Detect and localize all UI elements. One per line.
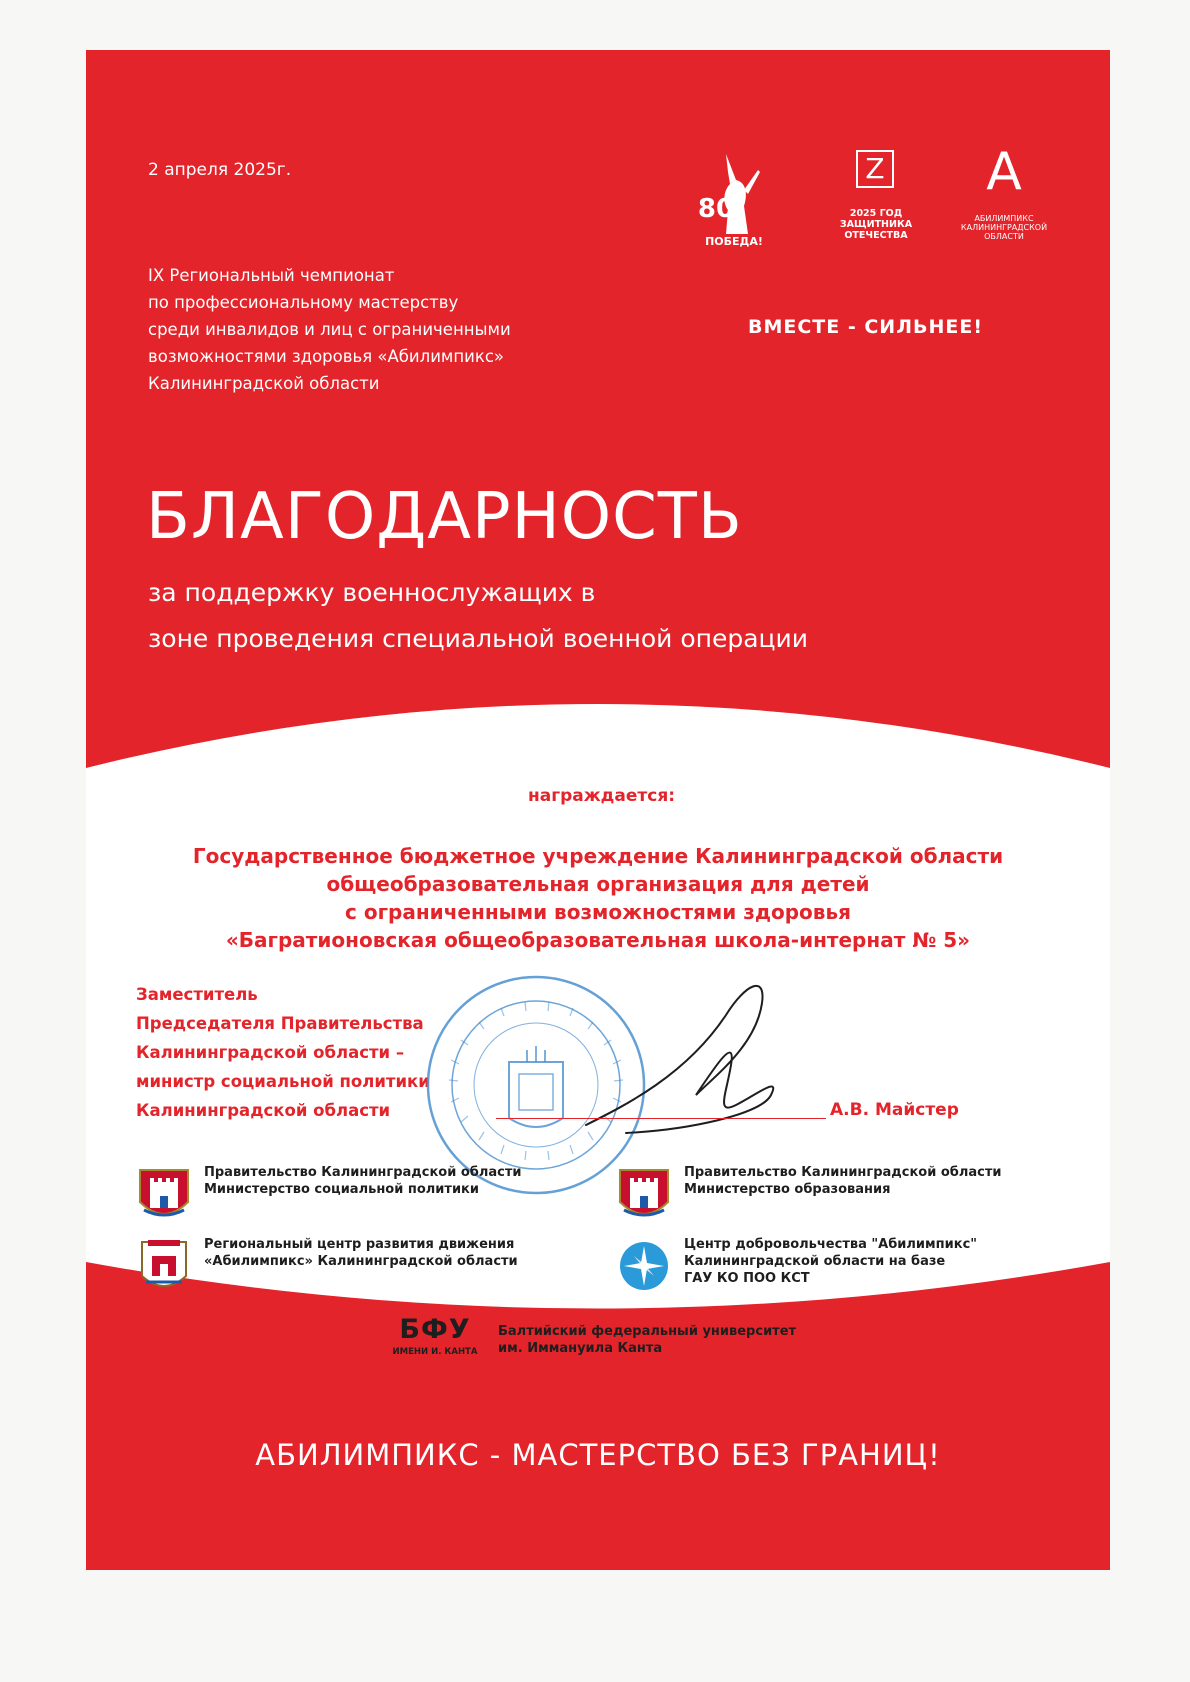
- recipient-name: [86, 842, 1110, 954]
- bfu-logo-subtitle: ИМЕНИ И. КАНТА: [392, 1347, 478, 1357]
- certificate-reason: [148, 570, 808, 662]
- kaliningrad-coat-of-arms-icon: [616, 1164, 672, 1224]
- organizer-text: [204, 1164, 522, 1198]
- signature-line: [496, 1118, 826, 1119]
- signatory-position: [136, 980, 430, 1125]
- organizer-line: Калининградской области на базе: [684, 1254, 946, 1269]
- awarded-label: награждается:: [528, 786, 676, 806]
- abilympics-logo: [944, 142, 1064, 260]
- caption-line: 2025 ГОД: [849, 208, 903, 219]
- victory-caption: ПОБЕДА!: [705, 235, 763, 248]
- defender-year-logo: [826, 150, 926, 260]
- certificate-title: БЛАГОДАРНОСТЬ: [146, 480, 743, 554]
- signatory-name: А.В. Майстер: [830, 1100, 959, 1120]
- caption-line: ОТЕЧЕСТВА: [844, 230, 908, 241]
- organizer-line: Министерство социальной политики: [204, 1182, 479, 1197]
- certificate-sheet: [86, 50, 1110, 1570]
- reason-line: за поддержку военнослужащих в: [148, 578, 596, 607]
- position-line: Заместитель: [136, 985, 258, 1004]
- recipient-line: «Багратионовская общеобразовательная школа-интернат № 5»: [225, 928, 971, 952]
- university-line: Балтийский федеральный университет: [498, 1324, 797, 1339]
- position-line: Калининградской области –: [136, 1043, 405, 1062]
- organizer-text: [684, 1164, 1002, 1198]
- caption-line: КАЛИНИНГРАДСКОЙ: [960, 223, 1048, 232]
- championship-line: среди инвалидов и лиц с ограниченными: [148, 320, 511, 339]
- championship-line: по профессиональному мастерству: [148, 293, 459, 312]
- position-line: министр социальной политики: [136, 1072, 430, 1091]
- bfu-logo-mark: БФУ: [399, 1314, 471, 1345]
- position-line: Калининградской области: [136, 1101, 391, 1120]
- recipient-line: общеобразовательная организация для детей: [326, 872, 870, 896]
- abilympics-caption: [944, 214, 1064, 241]
- championship-title: [148, 262, 618, 397]
- volunteer-star-icon: [616, 1236, 672, 1296]
- bottom-red-panel: [86, 1262, 1110, 1570]
- abilympics-a-icon: A: [986, 142, 1022, 202]
- organizer-education-ministry: [616, 1164, 1002, 1224]
- championship-line: IX Региональный чемпионат: [148, 266, 395, 285]
- victory-number: 80: [697, 194, 735, 224]
- university-name: [498, 1323, 796, 1357]
- organizer-line: «Абилимпикс» Калининградской области: [204, 1254, 518, 1269]
- defender-year-caption: [826, 208, 926, 241]
- organizer-text: [204, 1236, 518, 1270]
- award-date: 2 апреля 2025г.: [148, 160, 292, 180]
- organizer-line: Правительство Калининградской области: [684, 1165, 1002, 1180]
- organizer-line: ГАУ КО ПОО КСТ: [684, 1271, 810, 1286]
- kaliningrad-coat-of-arms-icon: [136, 1164, 192, 1224]
- handwritten-signature-icon: [566, 955, 806, 1155]
- organizer-text: [684, 1236, 977, 1287]
- z-letter-icon: Z: [856, 150, 894, 188]
- recipient-line: с ограниченными возможностями здоровья: [345, 900, 851, 924]
- footer-slogan: АБИЛИМПИКС - МАСТЕРСТВО БЕЗ ГРАНИЦ!: [255, 1438, 941, 1472]
- regional-center-badge-icon: [136, 1236, 192, 1296]
- recipient-line: Государственное бюджетное учреждение Калининградской области: [192, 844, 1004, 868]
- university-block: [392, 1314, 796, 1366]
- organizer-line: Правительство Калининградской области: [204, 1165, 522, 1180]
- caption-line: ЗАЩИТНИКА: [839, 219, 913, 230]
- bfu-logo: [392, 1314, 478, 1366]
- together-stronger-slogan: ВМЕСТЕ - СИЛЬНЕЕ!: [748, 316, 983, 338]
- organizer-volunteer-center: [616, 1236, 977, 1296]
- victory-80-logo: [686, 150, 782, 270]
- organizer-line: Министерство образования: [684, 1182, 891, 1197]
- organizer-line: Региональный центр развития движения: [204, 1237, 515, 1252]
- organizer-regional-center: [136, 1236, 518, 1296]
- university-line: им. Иммануила Канта: [498, 1341, 663, 1356]
- organizer-line: Центр добровольчества "Абилимпикс": [684, 1237, 978, 1252]
- reason-line: зоне проведения специальной военной операции: [148, 624, 809, 653]
- organizer-social-ministry: [136, 1164, 522, 1224]
- position-line: Председателя Правительства: [136, 1014, 424, 1033]
- caption-line: ОБЛАСТИ: [984, 232, 1024, 241]
- championship-line: Калининградской области: [148, 374, 380, 393]
- caption-line: АБИЛИМПИКС: [974, 214, 1034, 223]
- championship-line: возможностями здоровья «Абилимпикс»: [148, 347, 505, 366]
